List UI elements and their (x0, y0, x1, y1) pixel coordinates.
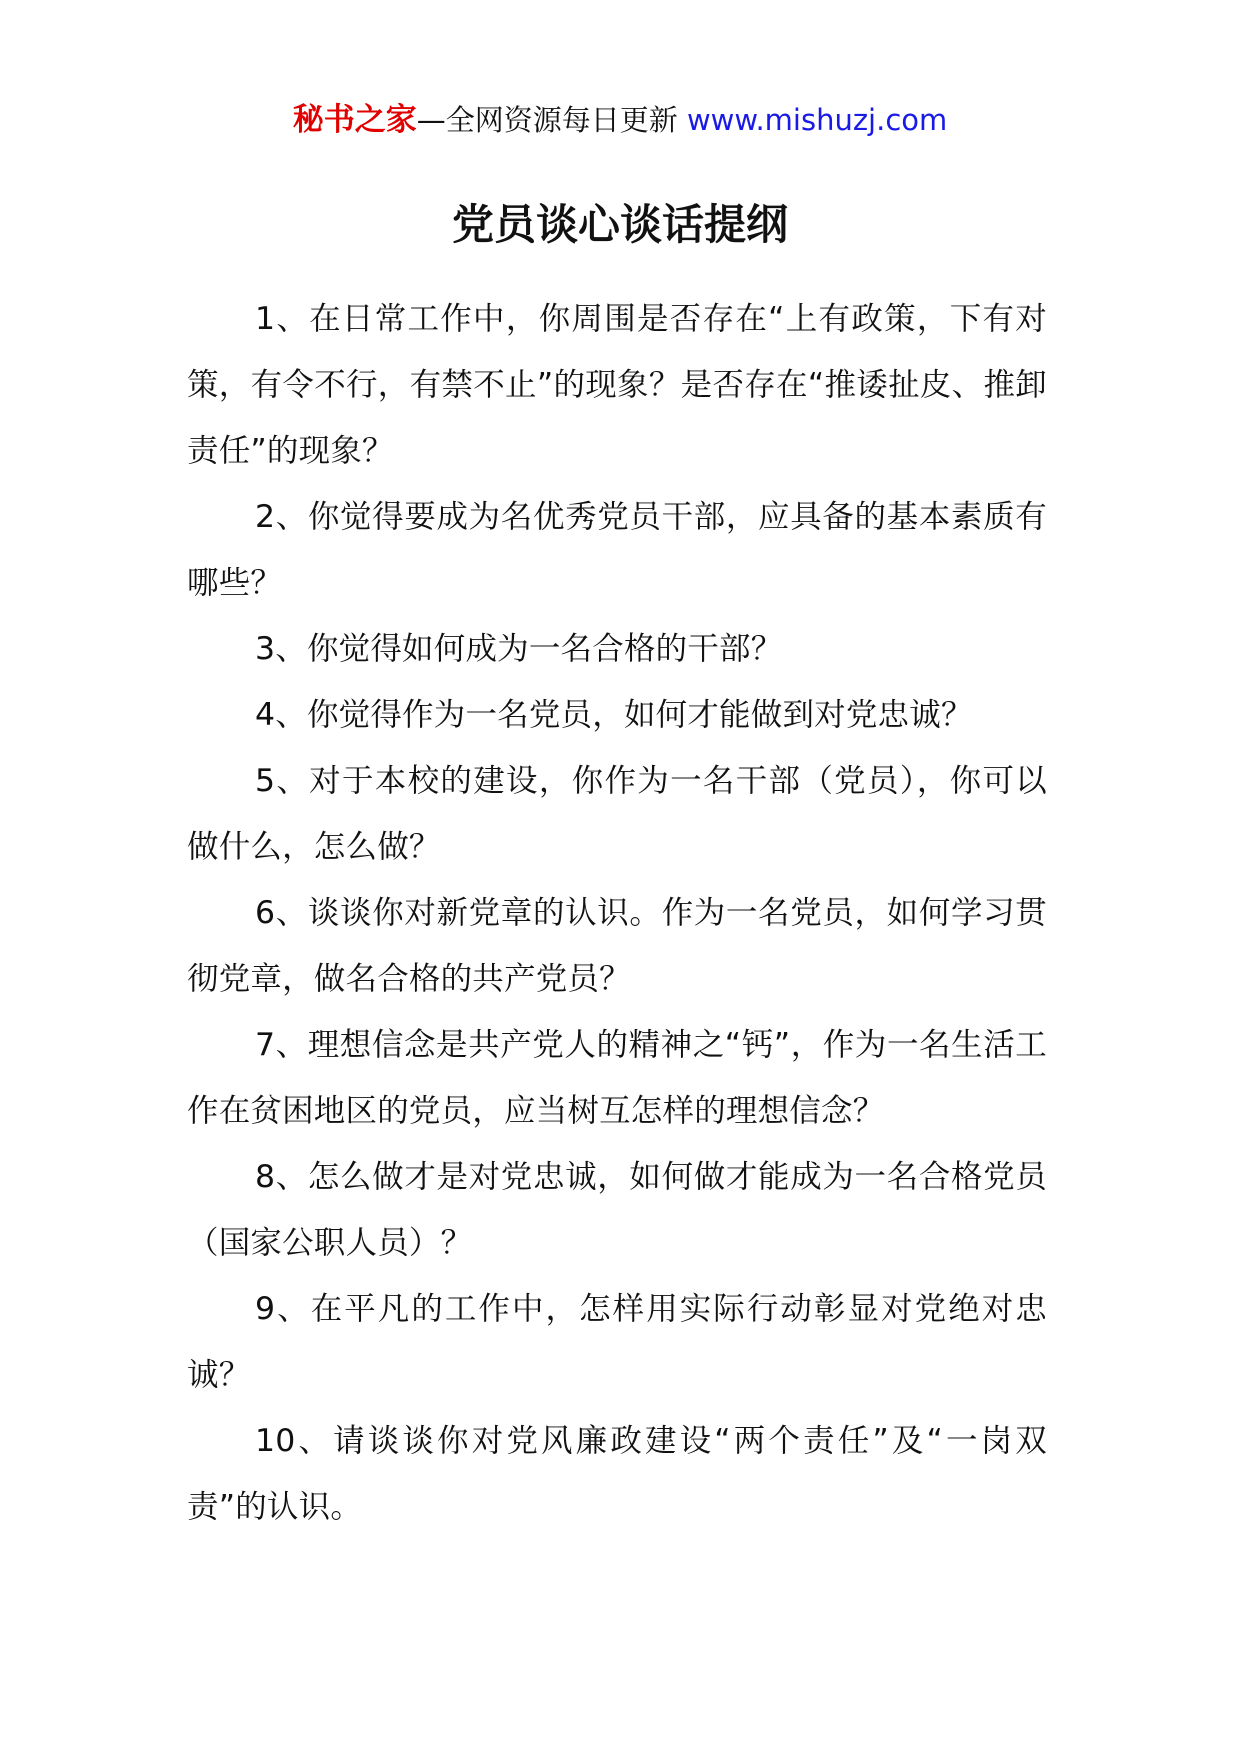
question-item: 9、在平凡的工作中，怎样用实际行动彰显对党绝对忠诚？ (187, 1291, 1047, 1393)
question-item: 5、对于本校的建设，你作为一名干部（党员），你可以做什么，怎么做？ (187, 763, 1047, 865)
question-item: 4、你觉得作为一名党员，如何才能做到对党忠诚？ (255, 697, 973, 733)
question-item: 10、请谈谈你对党风廉政建设“两个责任”及“一岗双责”的认识。 (187, 1423, 1047, 1525)
question-item: 7、理想信念是共产党人的精神之“钙”，作为一名生活工作在贫困地区的党员，应当树互怎样的理想信念？ (187, 1027, 1047, 1129)
brand-name: 秘书之家 (292, 102, 417, 138)
document-title: 党员谈心谈话提纲 (451, 200, 788, 249)
site-url-link[interactable]: www.mishuzj.com (686, 103, 948, 137)
question-item: 3、你觉得如何成为一名合格的干部？ (255, 631, 783, 667)
header-tagline: —全网资源每日更新 (416, 103, 678, 137)
question-list (187, 286, 1047, 1540)
question-item: 8、怎么做才是对党忠诚，如何做才能成为一名合格党员（国家公职人员）？ (187, 1159, 1047, 1261)
question-item: 1、在日常工作中，你周围是否存在“上有政策，下有对策，有令不行，有禁不止”的现象？是否存在“推诿扯皮、推卸责任”的现象？ (187, 301, 1047, 469)
question-item: 2、你觉得要成为名优秀党员干部，应具备的基本素质有哪些？ (187, 499, 1047, 601)
site-header (0, 100, 1240, 140)
question-item: 6、谈谈你对新党章的认识。作为一名党员，如何学习贯彻党章，做名合格的共产党员？ (187, 895, 1047, 997)
